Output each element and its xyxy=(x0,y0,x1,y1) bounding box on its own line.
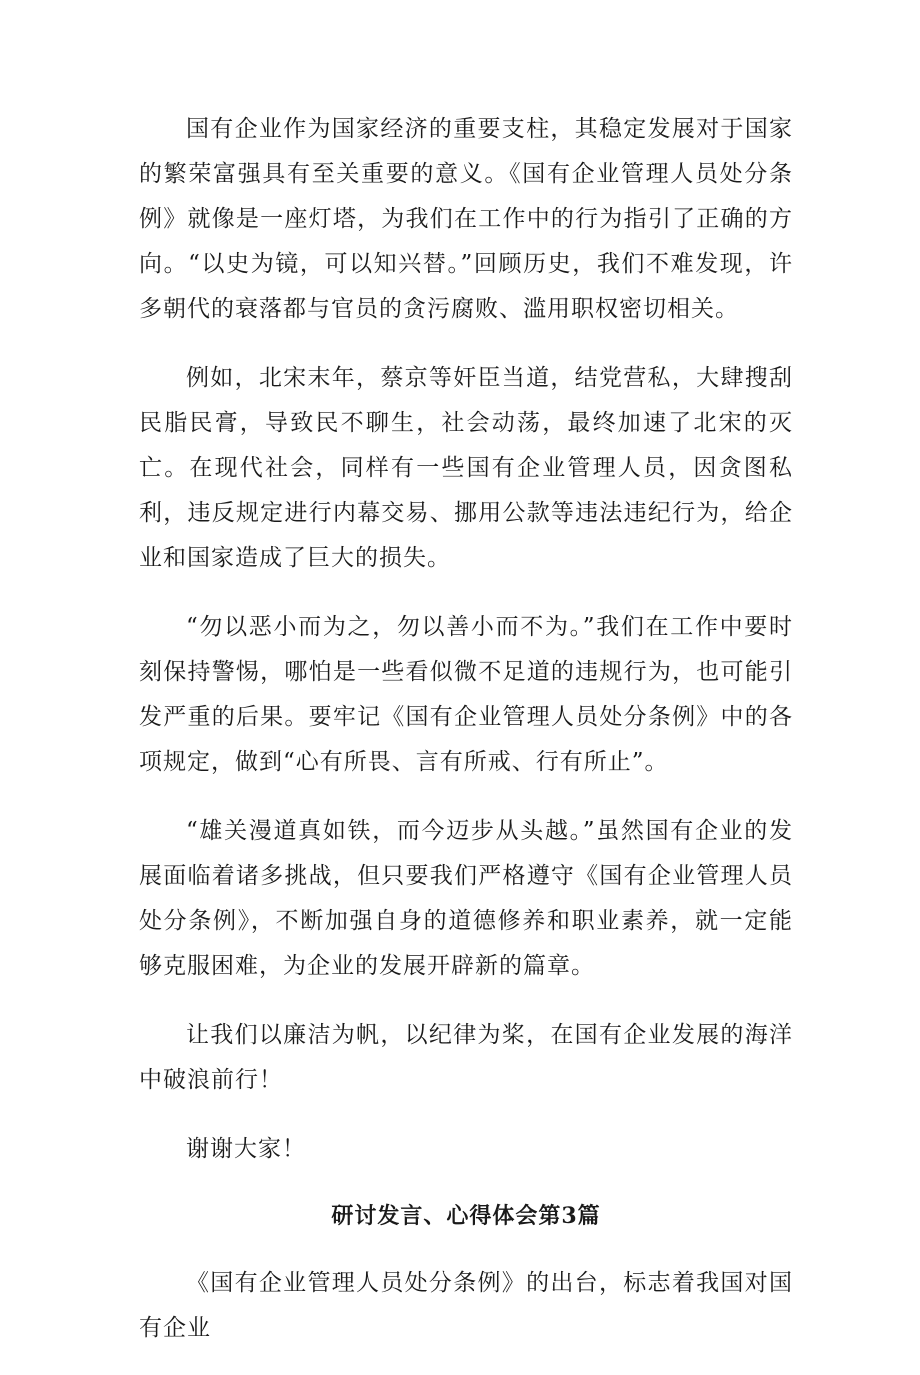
paragraph-challenge: “雄关漫道真如铁，而今迈步从头越。”虽然国有企业的发展面临着诸多挑战，但只要我们严格遵守《国有企业管理人员处分条例》，不断加强自身的道德修养和职业素养，就一定能够克服困难，为企业的发展开辟新的篇章。 xyxy=(139,818,793,979)
paragraph-call-to-action: 让我们以廉洁为帆，以纪律为桨，在国有企业发展的海洋中破浪前行！ xyxy=(139,1022,793,1093)
paragraph-next-section: 《国有企业管理人员处分条例》的出台，标志着我国对国有企业 xyxy=(139,1270,793,1341)
document-body xyxy=(139,107,793,1375)
section-heading: 研讨发言、心得体会第3篇 xyxy=(331,1203,601,1229)
paragraph-warning: “勿以恶小而为之，勿以善小而不为。”我们在工作中要时刻保持警惕，哪怕是一些看似微不足道的违规行为，也可能引发严重的后果。要牢记《国有企业管理人员处分条例》中的各项规定，做到“心有所畏、言有所戒、行有所止”。 xyxy=(139,614,793,775)
paragraph-thanks: 谢谢大家！ xyxy=(186,1136,306,1162)
paragraph-intro: 国有企业作为国家经济的重要支柱，其稳定发展对于国家的繁荣富强具有至关重要的意义。《国有企业管理人员处分条例》就像是一座灯塔，为我们在工作中的行为指引了正确的方向。“以史为镜，可以知兴替。”回顾历史，我们不难发现，许多朝代的衰落都与官员的贪污腐败、滥用职权密切相关。 xyxy=(139,116,793,322)
paragraph-example: 例如，北宋末年，蔡京等奸臣当道，结党营私，大肆搜刮民脂民膏，导致民不聊生，社会动荡，最终加速了北宋的灭亡。在现代社会，同样有一些国有企业管理人员，因贪图私利，违反规定进行内幕交易、挪用公款等违法违纪行为，给企业和国家造成了巨大的损失。 xyxy=(139,365,793,571)
